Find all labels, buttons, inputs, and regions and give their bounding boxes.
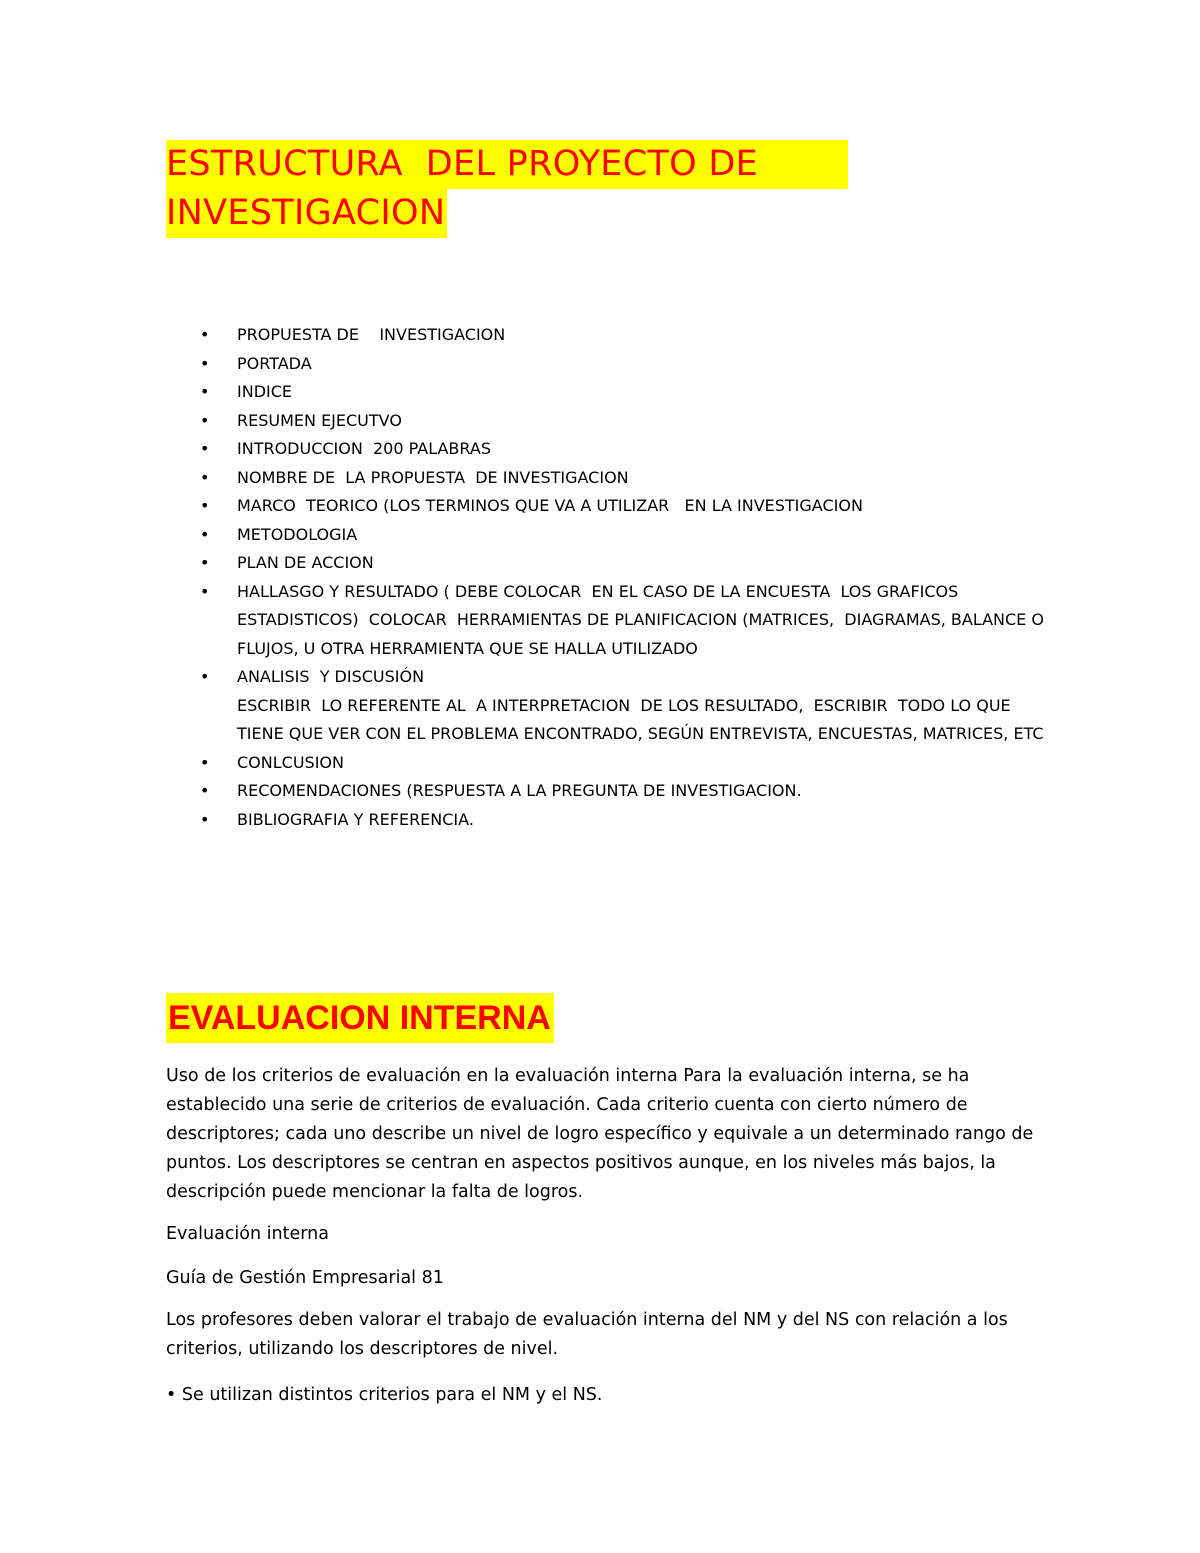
list-item-text: INTRODUCCION 200 PALABRAS	[237, 439, 491, 458]
bullet-icon: •	[200, 467, 210, 487]
bullet-icon: •	[200, 353, 210, 373]
list-item-text: HALLASGO Y RESULTADO ( DEBE COLOCAR EN EL CASO DE LA ENCUESTA LOS GRAFICOS ESTADISTICOS) COLOCAR HERRAMIENTAS DE PLANIFICACION (MATRICES, DIAGRAMAS, BALANCE O FLUJOS, U OTRA HERRAMIENTA QUE SE HALLA UTILIZADO	[237, 581, 1050, 658]
list-item-text: PORTADA	[237, 353, 312, 373]
bullet-icon: •	[200, 809, 210, 829]
list-item-text: BIBLIOGRAFIA Y REFERENCIA.	[237, 809, 474, 829]
list-item	[200, 749, 1060, 778]
list-item	[200, 806, 1060, 835]
title-line-2	[166, 189, 848, 238]
bullet-icon: •	[200, 382, 210, 401]
list-item	[200, 321, 1060, 350]
bullet-icon: •	[200, 781, 210, 800]
guide-reference-paragraph: Guía de Gestión Empresarial 81	[166, 1268, 444, 1288]
criteria-bullet-paragraph: • Se utilizan distintos criterios para el NM y el NS.	[166, 1385, 603, 1405]
subheading-paragraph: Evaluación interna	[166, 1224, 329, 1244]
list-item	[200, 777, 1060, 806]
list-item	[200, 521, 1060, 550]
list-item-text: ANALISIS Y DISCUSIÓN ESCRIBIR LO REFERENTE AL A INTERPRETACION DE LOS RESULTADO, ESCRIBIR TODO LO QUE TIENE QUE VER CON EL PROBLEMA ENCONTRADO, SEGÚN ENTREVISTA, ENCUESTAS, MATRICES, ETC	[237, 667, 1044, 743]
list-item	[200, 435, 1060, 464]
bullet-icon: •	[200, 439, 210, 458]
list-item	[200, 407, 1060, 436]
teachers-paragraph: Los profesores deben valorar el trabajo de evaluación interna del NM y del NS con relación a los criterios, utilizando los descriptores de nivel.	[166, 1310, 1008, 1359]
list-item	[200, 378, 1060, 407]
list-item-text: CONLCUSION	[237, 752, 344, 772]
bullet-icon: •	[200, 410, 210, 430]
structure-list	[200, 321, 1060, 834]
list-item	[200, 549, 1060, 578]
bullet-icon: •	[200, 667, 210, 686]
list-item-text: MARCO TEORICO (LOS TERMINOS QUE VA A UTILIZAR EN LA INVESTIGACION	[237, 496, 863, 515]
title-line-2-text: INVESTIGACION	[166, 189, 447, 238]
bullet-icon: •	[200, 581, 210, 601]
list-item-text: NOMBRE DE LA PROPUESTA DE INVESTIGACION	[237, 467, 629, 487]
section-heading-text: EVALUACION INTERNA	[166, 993, 554, 1043]
bullet-icon: •	[200, 524, 210, 544]
list-item	[200, 663, 1060, 749]
list-item-text: RESUMEN EJECUTVO	[237, 410, 402, 430]
list-item-text: INDICE	[237, 382, 293, 401]
list-item	[200, 464, 1060, 493]
title-line-1-text: ESTRUCTURA DEL PROYECTO DE	[166, 140, 848, 189]
bullet-icon: •	[200, 496, 210, 515]
document-title	[166, 140, 848, 238]
list-item	[200, 492, 1060, 521]
bullet-icon: •	[200, 752, 210, 772]
list-item-text: METODOLOGIA	[237, 524, 358, 544]
bullet-icon: •	[200, 553, 210, 572]
intro-paragraph: Uso de los criterios de evaluación en la evaluación interna Para la evaluación interna, se ha establecido una serie de criterios de evaluación. Cada criterio cuenta con cierto número de descriptores; cada uno describe un nivel de logro específico y equivale a un determinado rango de puntos. Los descriptores se centran en aspectos positivos aunque, en los niveles más bajos, la descripción puede mencionar la falta de logros.	[166, 1066, 1034, 1202]
list-item-text: PROPUESTA DE INVESTIGACION	[237, 325, 506, 344]
bullet-icon: •	[200, 325, 210, 344]
list-item	[200, 350, 1060, 379]
list-item-text: PLAN DE ACCION	[237, 553, 374, 572]
title-line-1	[166, 140, 848, 189]
list-item-text: RECOMENDACIONES (RESPUESTA A LA PREGUNTA DE INVESTIGACION.	[237, 781, 802, 800]
section-heading	[166, 993, 554, 1043]
list-item	[200, 578, 1060, 664]
